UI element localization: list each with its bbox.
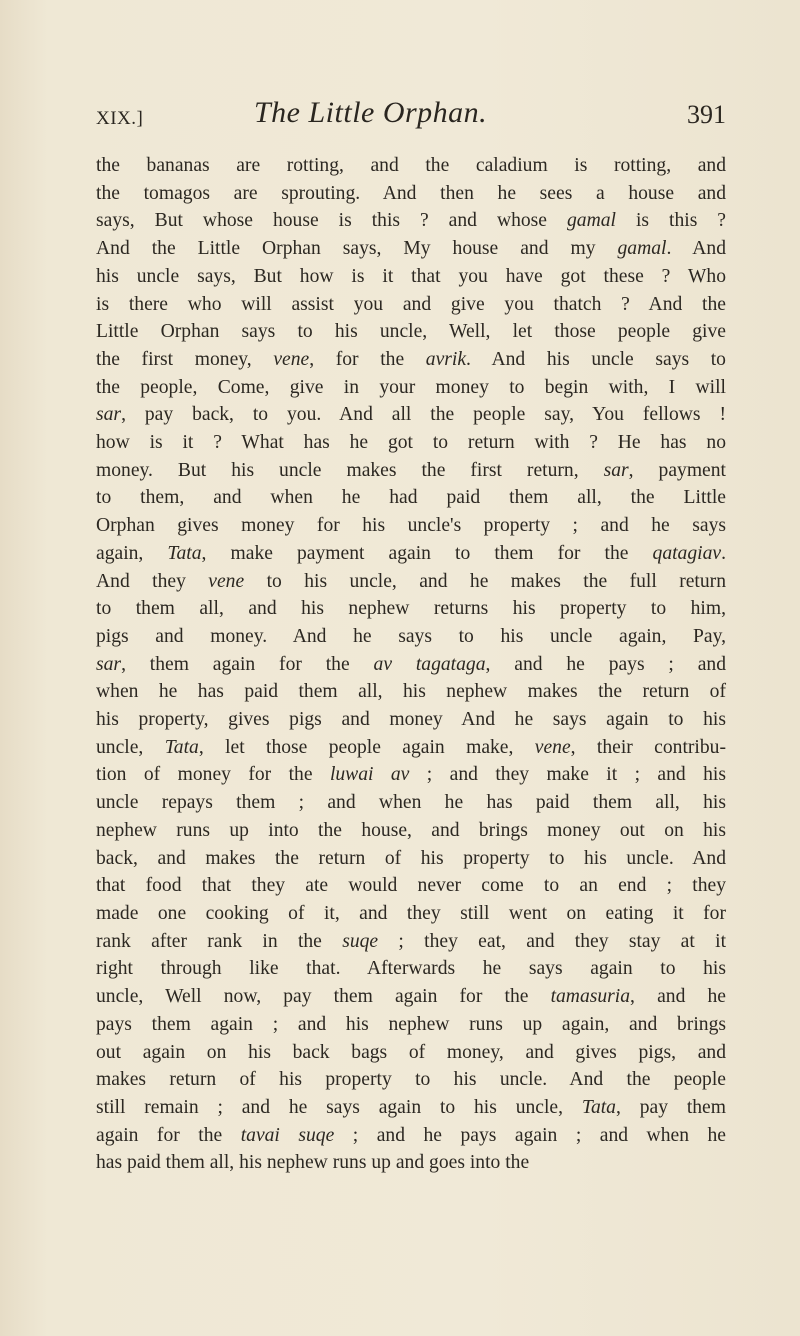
text-run: the people, Come, give in your money to begin with, I will <box>96 376 726 398</box>
text-line <box>96 318 726 346</box>
text-run: right through like that. Afterwards he says again to his <box>96 958 726 980</box>
text-line <box>96 928 726 956</box>
text-run: , make payment again to them for the <box>201 542 653 564</box>
text-run: tion of money for the <box>96 764 330 786</box>
text-line <box>96 512 726 540</box>
text-run: still remain ; and he says again to his uncle, <box>96 1096 582 1118</box>
text-line <box>96 1039 726 1067</box>
text-run: is this ? <box>615 210 727 232</box>
text-run: uncle, Well now, pay them again for the <box>96 986 551 1008</box>
italic-term: Tata <box>167 542 202 564</box>
text-run: ; and they make it ; and his <box>409 764 726 786</box>
text-run: . <box>721 542 726 564</box>
text-run: , pay them <box>615 1096 726 1118</box>
text-run: nephew runs up into the house, and brings money out on his <box>96 819 726 841</box>
text-run: rank after rank in the <box>96 930 343 952</box>
text-run: , payment <box>628 459 726 481</box>
text-line <box>96 1066 726 1094</box>
text-line <box>96 678 726 706</box>
text-line <box>96 457 726 485</box>
italic-term: av tagataga <box>373 653 486 675</box>
italic-term: gamal <box>617 238 667 260</box>
text-run: the first money, <box>96 348 274 370</box>
text-run: money. But his uncle makes the first return, <box>96 459 604 481</box>
text-run: is there who will assist you and give you thatch ? And the <box>96 293 726 315</box>
italic-term: vene <box>273 348 310 370</box>
text-line <box>96 955 726 983</box>
text-line <box>96 484 726 512</box>
running-title: The Little Orphan. <box>254 96 488 129</box>
text-line <box>96 595 726 623</box>
text-line <box>96 235 726 263</box>
italic-term: Tata <box>581 1096 616 1118</box>
text-run: the tomagos are sprouting. And then he sees a house and <box>96 182 726 204</box>
italic-term: tavai suqe <box>240 1124 335 1146</box>
italic-term: sar <box>603 459 629 481</box>
text-line <box>96 651 726 679</box>
text-line <box>96 872 726 900</box>
text-line <box>96 374 726 402</box>
text-run: ; and he pays again ; and when he <box>334 1124 726 1146</box>
text-run: Little Orphan says to his uncle, Well, let those people give <box>96 321 726 343</box>
text-line <box>96 346 726 374</box>
text-line <box>96 983 726 1011</box>
text-run: , them again for the <box>121 653 374 675</box>
text-line <box>96 706 726 734</box>
text-line <box>96 734 726 762</box>
text-run: his property, gives pigs and money And he says again to his <box>96 709 726 731</box>
text-run: And the Little Orphan says, My house and my <box>96 238 618 260</box>
italic-term: suqe <box>342 930 379 952</box>
text-run: , and he pays ; and <box>485 653 726 675</box>
text-line <box>96 1094 726 1122</box>
text-run: uncle repays them ; and when he has paid them all, his <box>96 792 726 814</box>
text-line <box>96 429 726 457</box>
text-line <box>96 623 726 651</box>
text-run: . And his uncle says to <box>466 348 726 370</box>
chapter-label: XIX.] <box>96 108 144 129</box>
text-run: Orphan gives money for his uncle's property ; and he says <box>96 515 726 537</box>
text-line <box>96 789 726 817</box>
italic-term: luwai av <box>329 764 410 786</box>
text-line <box>96 540 726 568</box>
italic-term: tamasuria <box>550 986 631 1008</box>
text-run: makes return of his property to his uncle. And the people <box>96 1069 726 1091</box>
text-run: uncle, <box>96 736 165 758</box>
text-run: that food that they ate would never come to an end ; they <box>96 875 726 897</box>
text-run: his uncle says, But how is it that you have got these ? Who <box>96 265 726 287</box>
text-line <box>96 207 726 235</box>
running-header <box>96 96 726 136</box>
body-text <box>96 152 726 1177</box>
text-line <box>96 568 726 596</box>
text-run: has paid them all, his nephew runs up and goes into the <box>96 1152 530 1174</box>
text-run: And they <box>96 570 209 592</box>
text-line <box>96 817 726 845</box>
text-run: , their contribu- <box>570 736 726 758</box>
italic-term: avrik <box>425 348 467 370</box>
text-run: , and he <box>630 986 726 1008</box>
text-run: , let those people again make, <box>198 736 535 758</box>
text-run: back, and makes the return of his property to his uncle. And <box>96 847 726 869</box>
italic-term: vene <box>208 570 245 592</box>
text-line <box>96 845 726 873</box>
text-run: pigs and money. And he says to his uncle again, Pay, <box>96 625 726 647</box>
italic-term: qatagiav <box>652 542 722 564</box>
text-run: again for the <box>96 1124 241 1146</box>
italic-term: gamal <box>567 210 616 232</box>
text-line <box>96 1149 726 1177</box>
text-run: to them all, and his nephew returns his property to him, <box>96 598 726 620</box>
text-line <box>96 263 726 291</box>
text-line <box>96 1122 726 1150</box>
text-line <box>96 291 726 319</box>
text-line <box>96 152 726 180</box>
text-run: the bananas are rotting, and the caladium is rotting, and <box>96 155 726 176</box>
text-line <box>96 1011 726 1039</box>
text-run: made one cooking of it, and they still went on eating it for <box>96 902 726 924</box>
text-run: ; they eat, and they stay at it <box>378 930 727 952</box>
text-run: to them, and when he had paid them all, the Little <box>96 487 726 509</box>
text-line <box>96 180 726 208</box>
italic-term: vene <box>534 736 571 758</box>
text-line <box>96 761 726 789</box>
text-run: pays them again ; and his nephew runs up again, and brings <box>96 1013 726 1035</box>
text-run: out again on his back bags of money, and gives pigs, and <box>96 1041 726 1063</box>
text-run: , pay back, to you. And all the people say, You fellows ! <box>121 404 726 426</box>
italic-term: Tata <box>164 736 199 758</box>
text-line <box>96 900 726 928</box>
italic-term: sar <box>96 404 122 426</box>
text-run: , for the <box>309 348 426 370</box>
italic-term: sar <box>96 653 122 675</box>
text-run: how is it ? What has he got to return with ? He has no <box>96 432 726 454</box>
text-run: again, <box>96 542 168 564</box>
text-run: says, But whose house is this ? and whose <box>96 210 567 232</box>
text-run: when he has paid them all, his nephew makes the return of <box>96 681 726 703</box>
text-run: . And <box>666 238 726 260</box>
text-run: to his uncle, and he makes the full return <box>244 570 726 592</box>
page-number: 391 <box>687 100 726 129</box>
text-line <box>96 401 726 429</box>
